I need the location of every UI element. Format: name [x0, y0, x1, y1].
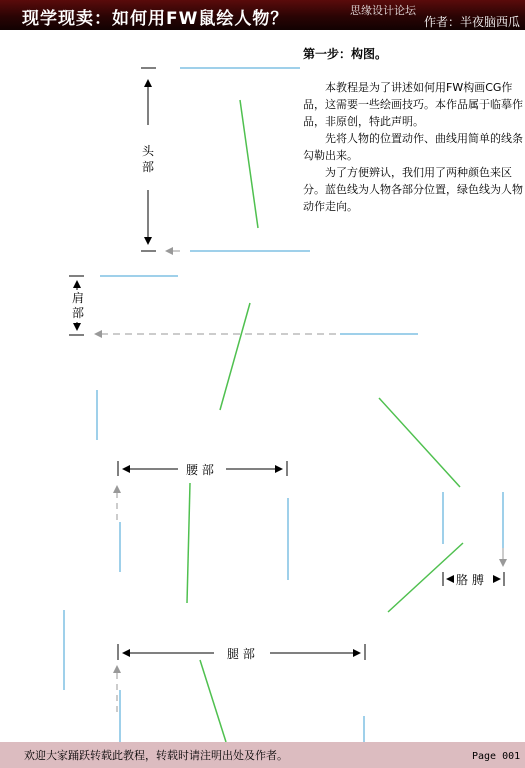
footer-notice: 欢迎大家踊跃转载此教程，转载时请注明出处及作者。 [24, 749, 288, 762]
intro-paragraph: 先将人物的位置动作、曲线用简单的线条勾勒出来。 [303, 132, 523, 162]
intro-paragraph: 为了方便辨认，我们用了两种颜色来区分。蓝色线为人物各部分位置，绿色线为人物动作走向。 [303, 166, 523, 213]
footer-bar [0, 742, 525, 768]
page-number: Page 001 [472, 751, 521, 762]
intro-text [303, 79, 523, 215]
brand-watermark: 思缘设计论坛 [350, 4, 416, 17]
intro-paragraph: 本教程是为了讲述如何用FW构画CG作品，这需要一些绘画技巧。本作品属于临摹作品，非原创，特此声明。 [303, 81, 523, 128]
head-label: 头部 [141, 144, 154, 174]
waist-label: 腰 部 [186, 463, 214, 477]
leg-label: 腿 部 [227, 647, 255, 661]
author-credit: 作者：半夜脑西瓜 [424, 15, 521, 29]
step-title: 第一步：构图。 [303, 47, 388, 61]
page-title: 现学现卖：如何用FW鼠绘人物？ [22, 9, 289, 29]
shoulder-label: 肩部 [71, 291, 84, 320]
arm-label: 胳 膊 [456, 573, 484, 587]
